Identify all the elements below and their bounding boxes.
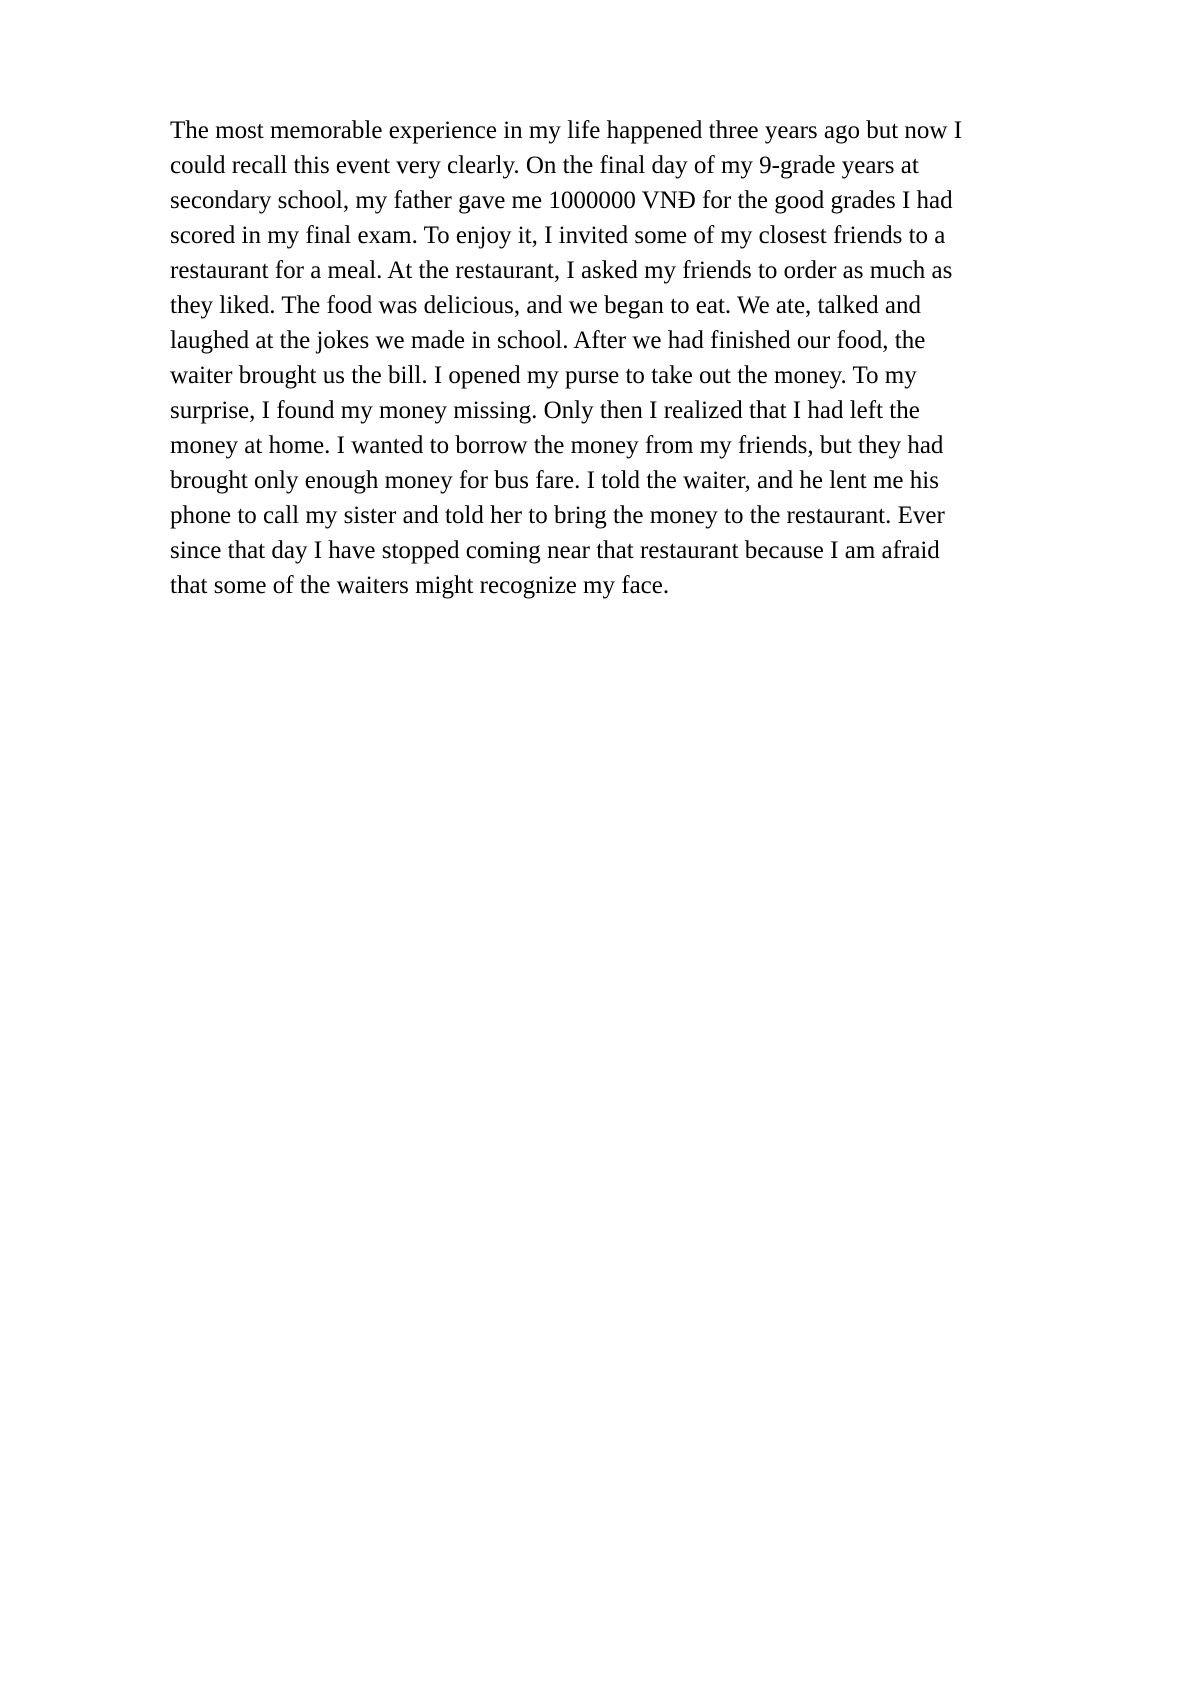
essay-paragraph — [170, 113, 1080, 603]
paragraph-line: restaurant for a meal. At the restaurant, I asked my friends to order as much as — [170, 257, 953, 284]
paragraph-line: laughed at the jokes we made in school. After we had finished our food, the — [170, 327, 926, 354]
paragraph-line: money at home. I wanted to borrow the money from my friends, but they had — [170, 432, 944, 459]
paragraph-line: waiter brought us the bill. I opened my purse to take out the money. To my — [170, 362, 917, 389]
paragraph-line: could recall this event very clearly. On the final day of my 9-grade years at — [170, 152, 919, 179]
paragraph-line: they liked. The food was delicious, and we began to eat. We ate, talked and — [170, 292, 921, 319]
paragraph-line: The most memorable experience in my life happened three years ago but now I — [170, 117, 963, 144]
paragraph-line: secondary school, my father gave me 1000000 VNĐ for the good grades I had — [170, 187, 953, 214]
paragraph-line: since that day I have stopped coming near that restaurant because I am afraid — [170, 537, 940, 564]
paragraph-line: phone to call my sister and told her to bring the money to the restaurant. Ever — [170, 502, 945, 529]
paragraph-line: that some of the waiters might recognize my face. — [170, 572, 670, 599]
paragraph-line: scored in my final exam. To enjoy it, I invited some of my closest friends to a — [170, 222, 946, 249]
paragraph-line: brought only enough money for bus fare. I told the waiter, and he lent me his — [170, 467, 939, 494]
paragraph-line: surprise, I found my money missing. Only then I realized that I had left the — [170, 397, 920, 424]
